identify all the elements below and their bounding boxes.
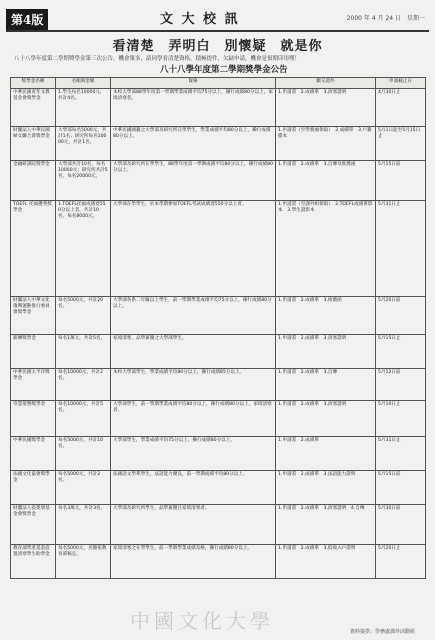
cell-eligibility: 大學部及研究所在學學生，88學年度第一學期成績平均80分以上，操行成績80分以上。 — [111, 161, 276, 201]
issue-badge: 第4版 — [6, 9, 48, 30]
cell-name: 法國文化協會獎學金 — [11, 471, 56, 505]
table-row — [11, 437, 426, 471]
table-row — [11, 161, 426, 201]
scholarship-table — [10, 77, 426, 579]
cell-eligibility: 中華民國國籍之大學部及研究所在學學生，學業成績平均80分以上，操行成績80分以上。 — [111, 127, 276, 161]
cell-name: 中華民國太平洋獎學金 — [11, 369, 56, 401]
cell-name: 薪傳獎學金 — [11, 335, 56, 369]
cell-quota: 大學部每名5000元，共計1名；研究所每名10000元，共計1名。 — [56, 127, 111, 161]
cell-quota: 每名10000元，共計2名。 — [56, 369, 111, 401]
cell-name: 金融研訓院獎學金 — [11, 161, 56, 201]
cell-eligibility: 家境清寒，品學兼優之大學部學生。 — [111, 335, 276, 369]
cell-name: 中華民國獎學金 — [11, 437, 56, 471]
cell-name: 中華民國青年文教基金會獎學金 — [11, 89, 56, 127]
table-row — [11, 89, 426, 127]
cell-documents: 1.申請書 2.成績單 3.低收入戶證明 — [276, 545, 376, 579]
col-header-name: 獎學金名稱 — [11, 78, 56, 89]
cell-quota: 每名5000元，共計2名。 — [56, 471, 111, 505]
cell-documents: 1.申請書 2.成績單 — [276, 437, 376, 471]
subhead: 八十八學年度第二學期獎學金第三次公告，機會眾多，請同學看清楚資格，積極提件，欠缺申請，機會是預期印用嘿！ — [14, 56, 301, 62]
cell-quota: 每名10000元，共計5名。 — [56, 401, 111, 437]
cell-deadline: 5月12日前 — [376, 369, 426, 401]
cell-eligibility: 本校大學部學生，學業成績平均80分以上，操行成績85分以上。 — [111, 369, 276, 401]
cell-deadline: 5月15日前 — [376, 471, 426, 505]
cell-documents: 1.申請書 2.成績單 3.自傳及推薦函 — [276, 161, 376, 201]
cell-deadline: 5月31日止 — [376, 201, 426, 297]
cell-quota: 1.學生每名10000元，共計4名。 — [56, 89, 111, 127]
col-header-eligibility: 資格 — [111, 78, 276, 89]
cell-name: 教育部學產基金設置清寒學生助學金 — [11, 545, 56, 579]
watermark: 中國文化大學 — [130, 609, 274, 633]
cell-documents: 1.申請書 2.成績單 3.清寒證明 — [276, 335, 376, 369]
cell-quota: 每名5000元，共計10名。 — [56, 437, 111, 471]
publication-date: 2000 年 4 月 24 日 星期一 — [346, 15, 425, 22]
cell-eligibility: 法國語文學系學生，法語能力優良，前一學期成績平均80分以上。 — [111, 471, 276, 505]
source-note: 資料提供：學務處課外活動組 — [349, 629, 415, 635]
cell-deadline: 4月30日止 — [376, 89, 426, 127]
table-row — [11, 297, 426, 335]
cell-quota: 每名5000元，名額依教育部核定。 — [56, 545, 111, 579]
notice-title: 八十八學年度第二學期獎學金公告 — [160, 65, 288, 75]
table-row — [11, 471, 426, 505]
cell-deadline: 5月15日前 — [376, 161, 426, 201]
cell-quota: 每名1萬元，共計5名。 — [56, 335, 111, 369]
cell-deadline: 5月31日止 — [376, 437, 426, 471]
cell-documents: 1.申請書 2.成績單 3.清寒證明 — [276, 89, 376, 127]
col-header-documents: 繳交證件 — [276, 78, 376, 89]
table-row — [11, 369, 426, 401]
cell-quota: 每名3萬元，共計3名。 — [56, 505, 111, 545]
cell-eligibility: 大學部學生，前一學期學業成績平均80分以上，操行成績80分以上，家境清寒者。 — [111, 401, 276, 437]
cell-documents: 1.申請書（至課外組領取） 2.TOEFL成績單影本 3.學生證影本 — [276, 201, 376, 297]
headline: 看清楚 弄明白 別懷疑 就是你 — [112, 39, 323, 54]
cell-name: 財團法人中華民國婦女聯合會獎學金 — [11, 127, 56, 161]
cell-eligibility: 大學部學生，學業成績平均75分以上，操行成績80分以上。 — [111, 437, 276, 471]
cell-deadline: 5月20日止 — [376, 545, 426, 579]
table-row — [11, 335, 426, 369]
table-row — [11, 127, 426, 161]
masthead — [0, 0, 435, 34]
table-row — [11, 201, 426, 297]
cell-quota: 1.TOEFL托福成績達550分以上者，共計10名，每名8000元。 — [56, 201, 111, 297]
cell-eligibility: 本校大學部88學年度第一學期學業成績平均75分以上，操行成績80分以上，家境清寒者。 — [111, 89, 276, 127]
cell-name: 財團法人張榮發基金會獎學金 — [11, 505, 56, 545]
cell-quota: 大學部共計10名，每名10000元；研究所共計5名，每名20000元。 — [56, 161, 111, 201]
table-row — [11, 545, 426, 579]
cell-quota: 每名5000元，共計20名。 — [56, 297, 111, 335]
cell-name: TOEFL 托福優秀獎學金 — [11, 201, 56, 297]
col-header-deadline: 申請截止日 — [376, 78, 426, 89]
cell-eligibility: 大學部在學學生，於本學期參加TOEFL考試成績達550分以上者。 — [111, 201, 276, 297]
cell-deadline: 5月10日止 — [376, 401, 426, 437]
table-row — [11, 505, 426, 545]
cell-deadline: 5月20日前 — [376, 297, 426, 335]
table-header-row — [11, 78, 426, 89]
cell-documents: 1.申請書 2.成績單 3.推薦函 — [276, 297, 376, 335]
cell-name: 崇慧榮譽獎學金 — [11, 401, 56, 437]
cell-name: 財團法人中華文化復興運動推行委員會獎學金 — [11, 297, 56, 335]
masthead-rule — [6, 30, 429, 32]
cell-eligibility: 家境清寒之在學學生，前一學期學業成績及格，操行成績80分以上。 — [111, 545, 276, 579]
cell-deadline: 5月1日起至5月15日止 — [376, 127, 426, 161]
cell-eligibility: 大學部及研究所學生，品學兼優且家境清寒者。 — [111, 505, 276, 545]
cell-documents: 1.申請書（至學務處領取） 2.成績單 3.戶籍謄本 — [276, 127, 376, 161]
cell-documents: 1.申請書 2.成績單 3.清寒證明 4.自傳 — [276, 505, 376, 545]
cell-deadline: 5月30日前 — [376, 505, 426, 545]
cell-documents: 1.申請書 2.成績單 3.清寒證明 — [276, 401, 376, 437]
col-header-quota: 名額與金額 — [56, 78, 111, 89]
cell-eligibility: 大學部各系二年級以上學生，前一學期學業成績平均75分以上，操行成績80分以上。 — [111, 297, 276, 335]
cell-documents: 1.申請書 2.成績單 3.法語能力證明 — [276, 471, 376, 505]
cell-deadline: 5月15日止 — [376, 335, 426, 369]
cell-documents: 1.申請書 2.成績單 3.自傳 — [276, 369, 376, 401]
newspaper-title: 文 大 校 訊 — [160, 12, 240, 27]
table-row — [11, 401, 426, 437]
